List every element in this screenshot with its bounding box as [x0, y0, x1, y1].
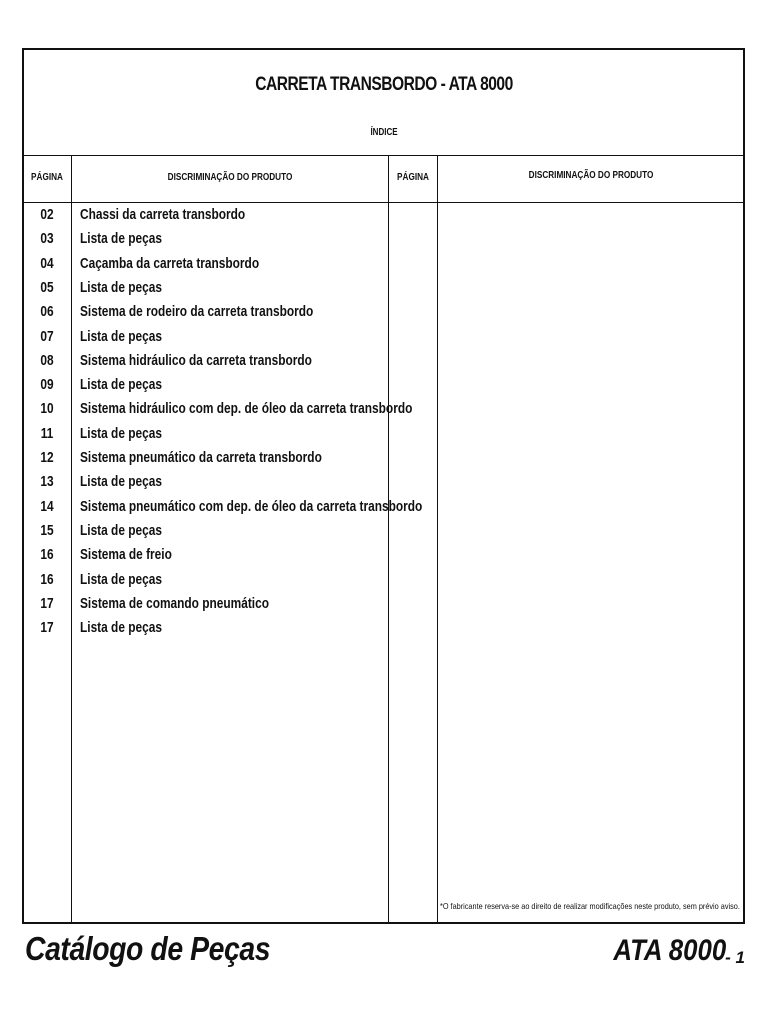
entry-page-number: 08: [40, 352, 54, 369]
entry-page-number: 05: [40, 279, 54, 296]
entry-description: Sistema de comando pneumático: [80, 595, 269, 612]
entry-description: Lista de peças: [80, 571, 162, 588]
entry-page-number: 14: [40, 498, 54, 515]
entry-description: Caçamba da carreta transbordo: [80, 255, 260, 272]
entry-description: Sistema pneumático da carreta transbordo: [80, 450, 322, 466]
column-divider-2: [388, 156, 389, 923]
entry-page-number: 07: [40, 328, 54, 345]
column-divider-3: [437, 156, 438, 923]
entry-page-number: 11: [40, 425, 54, 442]
entry-description: Sistema de freio: [80, 547, 172, 564]
entry-page-number: 13: [40, 474, 54, 491]
entry-description: Sistema pneumático com dep. de óleo da carreta transbordo: [80, 498, 423, 515]
entry-page-number: 12: [40, 450, 54, 466]
entry-page-number: 09: [40, 377, 54, 394]
entry-page-number: 15: [40, 522, 54, 539]
entry-description: Lista de peças: [80, 328, 162, 345]
entry-page-number: 17: [40, 620, 54, 637]
entry-page-number: 04: [40, 255, 54, 272]
entry-description: Sistema hidráulico com dep. de óleo da carreta transbordo: [80, 401, 413, 418]
header-divider: [22, 155, 745, 156]
column-header-divider: [22, 202, 745, 203]
column-header-page-left: PÁGINA: [31, 172, 63, 183]
entry-description: Lista de peças: [80, 425, 162, 442]
index-title: CARRETA TRANSBORDO - ATA 8000: [255, 74, 513, 95]
entry-page-number: 17: [40, 595, 54, 612]
catalog-title: Catálogo de Peças: [25, 930, 271, 967]
entry-page-number: 06: [40, 304, 54, 321]
entry-description: Lista de peças: [80, 474, 162, 491]
entry-description: Chassi da carreta transbordo: [80, 207, 246, 223]
page-number: - 1: [725, 948, 745, 967]
entry-description: Lista de peças: [80, 279, 162, 296]
model-code: ATA 8000: [613, 934, 726, 967]
entry-description: Lista de peças: [80, 377, 162, 394]
column-header-desc-left: DISCRIMINAÇÃO DO PRODUTO: [167, 172, 293, 183]
entry-page-number: 02: [40, 207, 54, 223]
index-subtitle: ÍNDICE: [370, 127, 398, 138]
entry-page-number: 10: [40, 401, 54, 418]
entry-description: Lista de peças: [80, 522, 162, 539]
entry-page-number: 16: [40, 571, 54, 588]
entry-description: Sistema de rodeiro da carreta transbordo: [80, 304, 314, 321]
disclaimer-footnote: *O fabricante reserva-se ao direito de realizar modificações neste produto, sem prévio aviso.: [440, 901, 740, 911]
entry-description: Sistema hidráulico da carreta transbordo: [80, 352, 312, 369]
column-header-desc-right: DISCRIMINAÇÃO DO PRODUTO: [528, 170, 654, 181]
entry-page-number: 16: [40, 547, 54, 564]
entry-page-number: 03: [40, 231, 54, 248]
entry-description: Lista de peças: [80, 620, 162, 637]
column-header-page-right: PÁGINA: [397, 172, 429, 183]
column-divider-1: [71, 156, 72, 923]
entry-description: Lista de peças: [80, 231, 162, 248]
